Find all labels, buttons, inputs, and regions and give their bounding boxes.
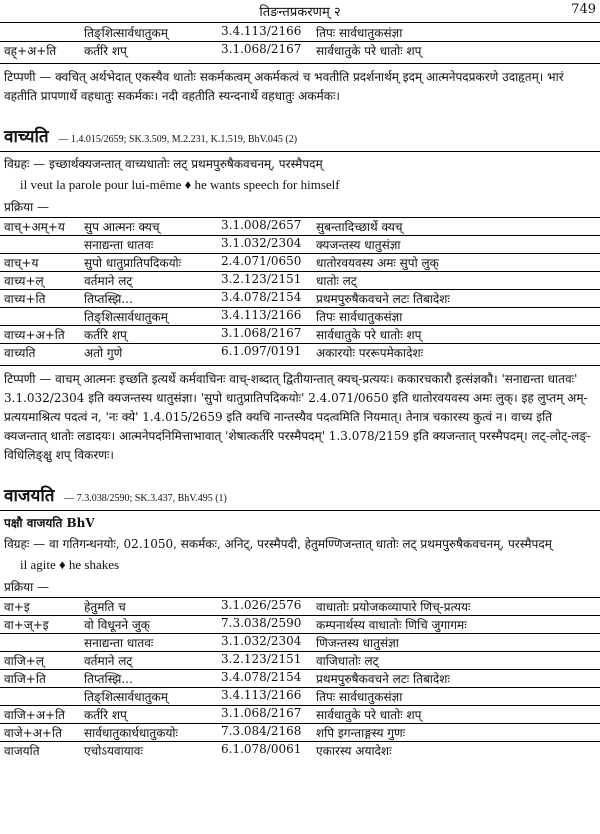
sutra: सार्वधातुकार्धधातुकयोः <box>84 726 178 740</box>
entry-heading <box>4 483 596 506</box>
note: प्रथमपुरुषैकवचने लटः तिबादेशः <box>316 292 450 306</box>
note: धातोः लट् <box>316 274 357 288</box>
sutra: तिङ्शित्सार्वधातुकम् <box>84 690 168 704</box>
sutra-ref: 3.4.078/2154 <box>221 290 302 304</box>
sutra: तिप्तस्झि... <box>84 292 133 306</box>
note: धातोरवयवस्य अमः सुपो लुक् <box>316 256 439 270</box>
sutra-ref: 3.1.068/2167 <box>221 42 302 56</box>
sutra: सनाद्यन्ता धातवः <box>84 636 154 650</box>
table-row <box>0 307 600 325</box>
form: वा+इ <box>4 600 30 614</box>
note: सार्वधातुके परे धातोः शप् <box>316 44 422 58</box>
table-row <box>0 597 600 615</box>
note: तिपः सार्वधातुकसंज्ञा <box>316 26 403 40</box>
sutra: तिङ्शित्सार्वधातुकम् <box>84 26 168 40</box>
sutra: कर्तरि शप् <box>84 44 127 58</box>
sutra-ref: 3.2.123/2151 <box>221 652 302 666</box>
sutra-ref: 6.1.097/0191 <box>221 344 302 358</box>
gloss: il veut la parole pour lui-même ♦ he wants speech for himself <box>20 177 340 192</box>
table-row <box>0 24 600 41</box>
derivation-table <box>0 217 600 361</box>
sutra: वर्तमाने लट् <box>84 274 133 288</box>
example-sentence: पक्षौ वाजयति BhV <box>4 516 95 530</box>
sutra-ref: 2.4.071/0650 <box>221 254 302 268</box>
form: वाच्+अम्+य <box>4 220 65 234</box>
table-row <box>0 235 600 253</box>
note: अकारयोः पररूपमेकादेशः <box>316 346 424 360</box>
page-header <box>0 2 600 23</box>
table-row <box>0 217 600 235</box>
form: वाजि+अ+ति <box>4 708 66 722</box>
note: वाधातोः प्रयोजकव्यापारे णिच्-प्रत्ययः <box>316 600 471 614</box>
sutra: कर्तरि शप् <box>84 328 127 342</box>
prakriya-label: प्रक्रिया — <box>4 580 50 594</box>
top-derivation-table <box>0 24 600 59</box>
prakriya-label: प्रक्रिया — <box>4 200 50 214</box>
sutra-ref: 7.3.038/2590 <box>221 616 302 630</box>
sutra-ref: 3.4.113/2166 <box>221 24 302 38</box>
vigraha: विग्रहः — इच्छार्थक्यजन्तात् वाच्यधातोः लट् प्रथमपुरुषैकवचनम्, परस्मैपदम् <box>4 157 323 171</box>
headword: वाच्यति <box>4 127 49 147</box>
sutra-ref: 3.1.032/2304 <box>221 236 302 250</box>
form: वाजे+अ+ति <box>4 726 62 740</box>
note: णिजन्तस्य धातुसंज्ञा <box>316 636 399 650</box>
sutra-ref: 3.4.113/2166 <box>221 688 302 702</box>
sutra: कर्तरि शप् <box>84 708 127 722</box>
table-row <box>0 343 600 361</box>
form: वाच्यति <box>4 346 36 360</box>
note: सुबन्तादिच्छार्थे क्यच् <box>316 220 403 234</box>
table-row <box>0 669 600 687</box>
form: वाजि+ल् <box>4 654 44 668</box>
sutra-ref: 3.4.113/2166 <box>221 308 302 322</box>
sutra: तिप्तस्झि... <box>84 672 133 686</box>
note: तिपः सार्वधातुकसंज्ञा <box>316 690 403 704</box>
sutra-ref: 3.1.008/2657 <box>221 218 302 232</box>
table-row <box>0 271 600 289</box>
note: कम्पनार्थस्य वाधातोः णिचि जुगागमः <box>316 618 467 632</box>
table-row <box>0 687 600 705</box>
table-row <box>0 289 600 307</box>
form: वाजयति <box>4 744 40 758</box>
sutra: सुपो धातुप्रातिपदिकयोः <box>84 256 182 270</box>
sutra: सनाद्यन्ता धातवः <box>84 238 154 252</box>
sutra-ref: 3.1.068/2167 <box>221 706 302 720</box>
form: वा+ज्+इ <box>4 618 49 632</box>
note: क्यजन्तस्य धातुसंज्ञा <box>316 238 401 252</box>
table-row <box>0 633 600 651</box>
tippani-note: टिप्पणी — क्वचित् अर्थभेदात् एकस्यैव धातोः सकर्मकत्वम् अकर्मकत्वं च भवतीति प्रदर्शनार्थम् इदम् आत्मनेपदप्रकरणे उदाहृतम्। भारं वहतीति प्रापणार्थे वहधातुः सकर्मकः। नदी वहतीति स्यन्दनार्थे वहधातुः अकर्मकः। <box>4 70 564 103</box>
sutra: एचोऽयवायावः <box>84 744 143 758</box>
note: शपि इगन्ताङ्गस्य गुणः <box>316 726 406 740</box>
note: सार्वधातुके परे धातोः शप् <box>316 708 422 722</box>
page-number: 749 <box>571 2 596 17</box>
table-row <box>0 41 600 59</box>
form: वाजि+ति <box>4 672 46 686</box>
tippani-note: टिप्पणी — वाचम् आत्मनः इच्छति इत्यर्थे कर्मवाचिनः वाच्-शब्दात् द्वितीयान्तात् क्यच्-प्रत्ययः। ककारचकारौ इत्संज्ञकौ। 'सनाद्यन्ता धातवः' 3.1.032/2304 इति क्यजन्तस्य धातुसंज्ञा। 'सुपो धातुप्रातिपदिकयोः' 2.4.071/0650 इति धातोरवयवस्य अमः लुक्। इह लुप्तम् अम्-प्रत्ययमाश्रित्य पदत्वं न, 'नः क्ये' 1.4.015/2659 इति क्यचि नान्तस्यैव पदत्वमिति नियमात्। तेनात्र चकारस्य कुत्वं न। वाच्य इति क्यजन्तात् धातोः लडादयः। आत्मनेपदनिमित्ताभावात् 'शेषात्कर्तरि परस्मैपदम्' 1.3.078/2159 इति क्यजन्तात् परस्मैपदम्। लट्-लोट्-लङ्-विधिलिङ्क्षु शप् विकरणः। <box>4 372 591 462</box>
form: वाच्य+ति <box>4 292 46 306</box>
table-row <box>0 325 600 343</box>
headword: वाजयति <box>4 486 55 506</box>
sutra-ref: 3.1.032/2304 <box>221 634 302 648</box>
sutra: वर्तमाने लट् <box>84 654 133 668</box>
table-row <box>0 253 600 271</box>
table-row <box>0 651 600 669</box>
sutra-ref: 3.1.068/2167 <box>221 326 302 340</box>
sutra-ref: 3.2.123/2151 <box>221 272 302 286</box>
sutra-ref: 3.1.026/2576 <box>221 598 302 612</box>
running-title: तिङन्तप्रकरणम् २ <box>259 5 341 20</box>
derivation-table <box>0 597 600 759</box>
gloss: il agite ♦ he shakes <box>20 557 120 572</box>
form: वाच्य+अ+ति <box>4 328 65 342</box>
form: वाच्य+ल् <box>4 274 44 288</box>
note: तिपः सार्वधातुकसंज्ञा <box>316 310 403 324</box>
vigraha: विग्रहः — वा गतिगन्धनयोः, 02.1050, सकर्मकः, अनिट्, परस्मैपदी, हेतुमण्णिजन्तात् धातोः लट् प्रथमपुरुषैकवचनम्, परस्मैपदम् <box>4 537 552 551</box>
headword-refs: — 7.3.038/2590; SK.3.437, BhV.495 (1) <box>64 493 227 504</box>
sutra: अतो गुणे <box>84 346 123 360</box>
table-row <box>0 705 600 723</box>
form: वह्+अ+ति <box>4 44 57 58</box>
note: वाजिधातोः लट् <box>316 654 379 668</box>
sutra-ref: 7.3.084/2168 <box>221 724 302 738</box>
note: सार्वधातुके परे धातोः शप् <box>316 328 422 342</box>
table-row <box>0 723 600 741</box>
sutra-ref: 3.4.078/2154 <box>221 670 302 684</box>
table-row <box>0 615 600 633</box>
sutra: हेतुमति च <box>84 600 126 614</box>
note: एकारस्य अयादेशः <box>316 744 392 758</box>
form: वाच्+य <box>4 256 39 270</box>
table-row <box>0 741 600 759</box>
entry-heading <box>4 124 596 147</box>
sutra-ref: 6.1.078/0061 <box>221 742 302 756</box>
sutra: तिङ्शित्सार्वधातुकम् <box>84 310 168 324</box>
headword-refs: — 1.4.015/2659; SK.3.509, M.2.231, K.1.519, BhV.045 (2) <box>58 134 298 145</box>
sutra: सुप आत्मनः क्यच् <box>84 220 160 234</box>
note: प्रथमपुरुषैकवचने लटः तिबादेशः <box>316 672 450 686</box>
sutra: वो विधूनने जुक् <box>84 618 151 632</box>
